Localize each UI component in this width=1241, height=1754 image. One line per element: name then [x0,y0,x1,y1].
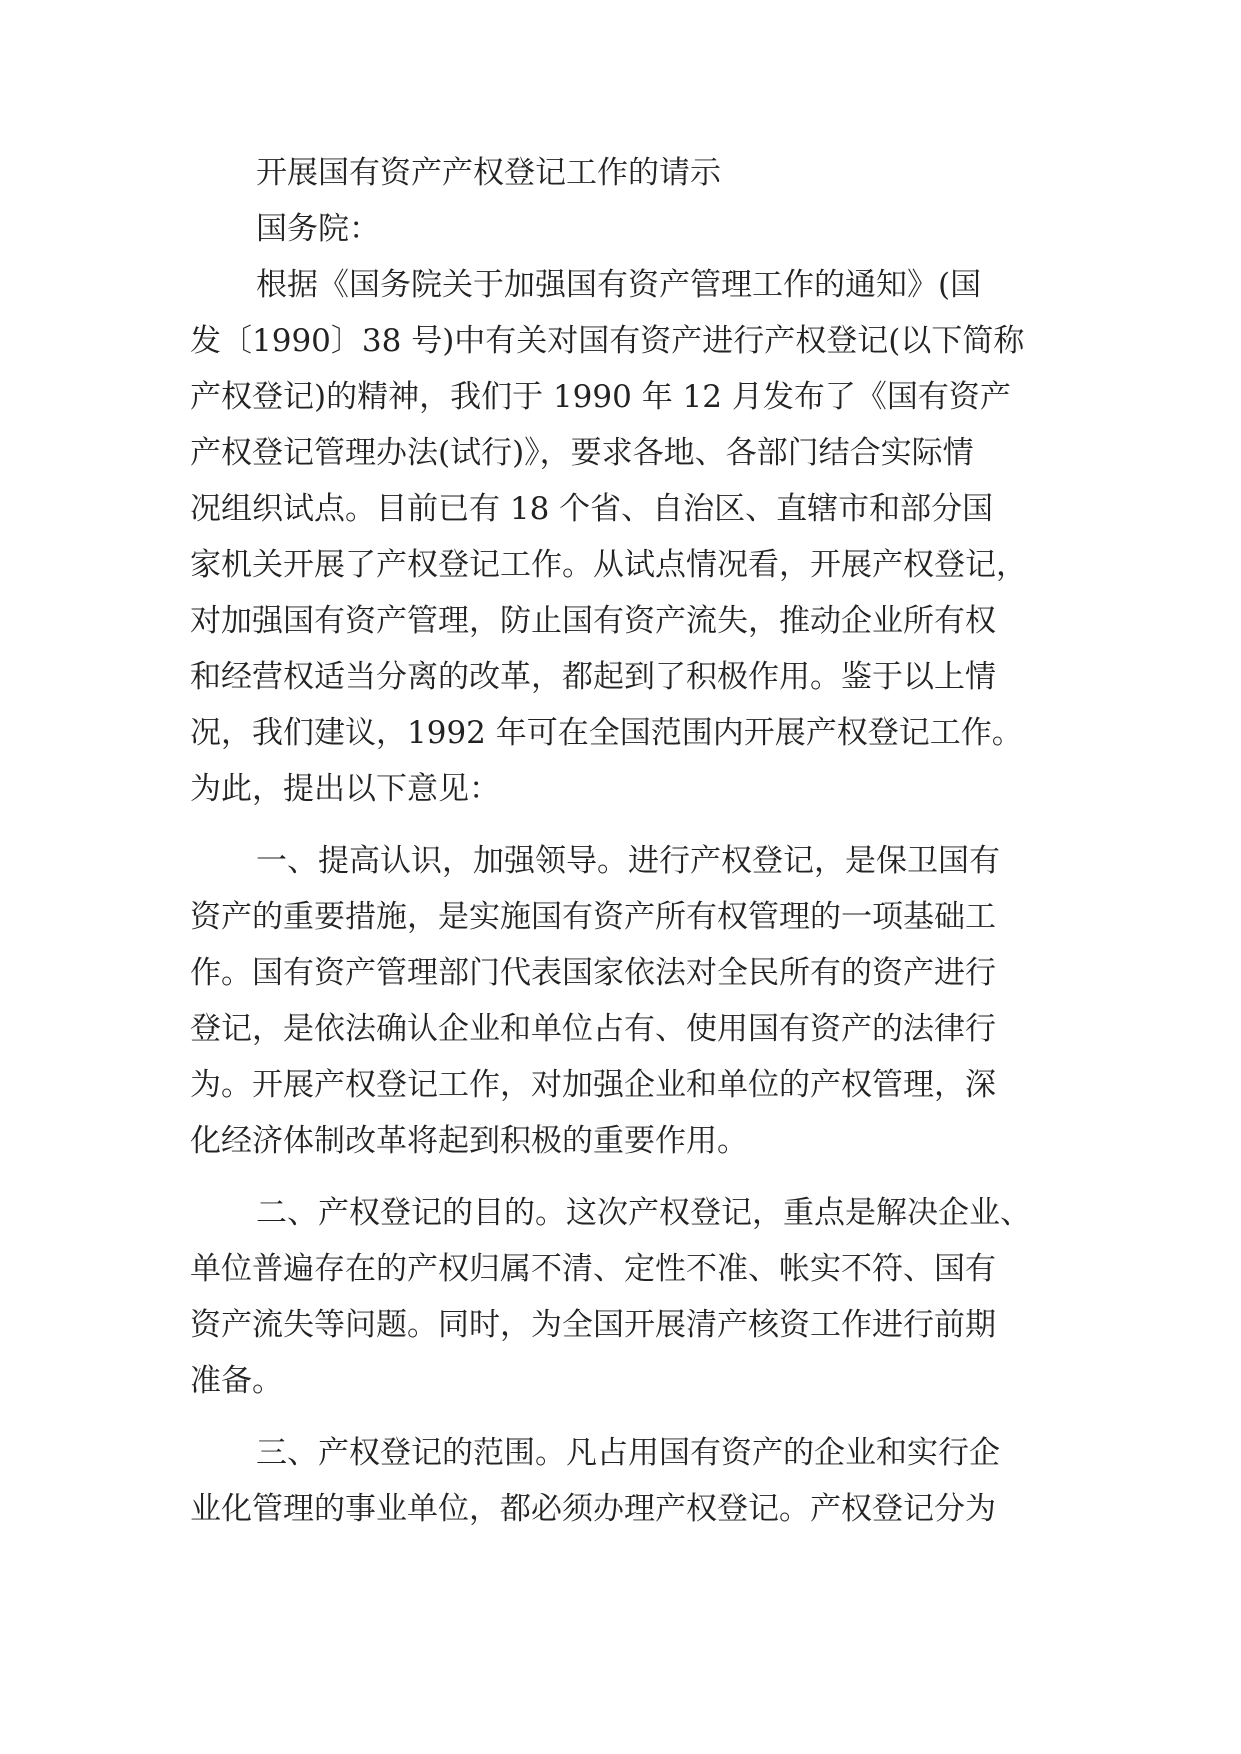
document-title: 开展国有资产产权登记工作的请示 [256,155,721,191]
paragraph-line: 单位普遍存在的产权归属不清、定性不准、帐实不符、国有 [190,1251,996,1287]
paragraph-line: 一、提高认识，加强领导。进行产权登记，是保卫国有 [256,843,1000,879]
salutation: 国务院： [256,211,380,247]
paragraph-line: 产权登记)的精神，我们于 1990 年 12 月发布了《国有资产 [190,379,1011,415]
paragraph-line: 为。开展产权登记工作，对加强企业和单位的产权管理，深 [190,1067,996,1103]
paragraph-line: 三、产权登记的范围。凡占用国有资产的企业和实行企 [256,1435,1000,1471]
paragraph-line: 资产流失等问题。同时，为全国开展清产核资工作进行前期 [190,1307,996,1343]
paragraph-line: 发〔1990〕38 号)中有关对国有资产进行产权登记(以下简称 [190,323,1025,359]
paragraph-line: 况，我们建议，1992 年可在全国范围内开展产权登记工作。 [190,715,1023,751]
paragraph-line: 准备。 [190,1363,283,1399]
paragraph-line: 二、产权登记的目的。这次产权登记，重点是解决企业、 [256,1195,1031,1231]
paragraph-line: 资产的重要措施，是实施国有资产所有权管理的一项基础工 [190,899,996,935]
paragraph-line: 家机关开展了产权登记工作。从试点情况看，开展产权登记， [190,547,1027,583]
paragraph-line: 作。国有资产管理部门代表国家依法对全民所有的资产进行 [190,955,996,991]
paragraph-line: 为此，提出以下意见： [190,771,500,807]
paragraph-line: 况组织试点。目前已有 18 个省、自治区、直辖市和部分国 [190,491,994,527]
paragraph-line: 登记，是依法确认企业和单位占有、使用国有资产的法律行 [190,1011,996,1047]
paragraph-line: 对加强国有资产管理，防止国有资产流失，推动企业所有权 [190,603,996,639]
paragraph-line: 产权登记管理办法(试行)》，要求各地、各部门结合实际情 [190,435,974,471]
paragraph-line: 业化管理的事业单位，都必须办理产权登记。产权登记分为 [190,1491,996,1527]
paragraph-line: 和经营权适当分离的改革，都起到了积极作用。鉴于以上情 [190,659,996,695]
paragraph-line: 化经济体制改革将起到积极的重要作用。 [190,1123,748,1159]
paragraph-line: 根据《国务院关于加强国有资产管理工作的通知》(国 [256,267,982,303]
